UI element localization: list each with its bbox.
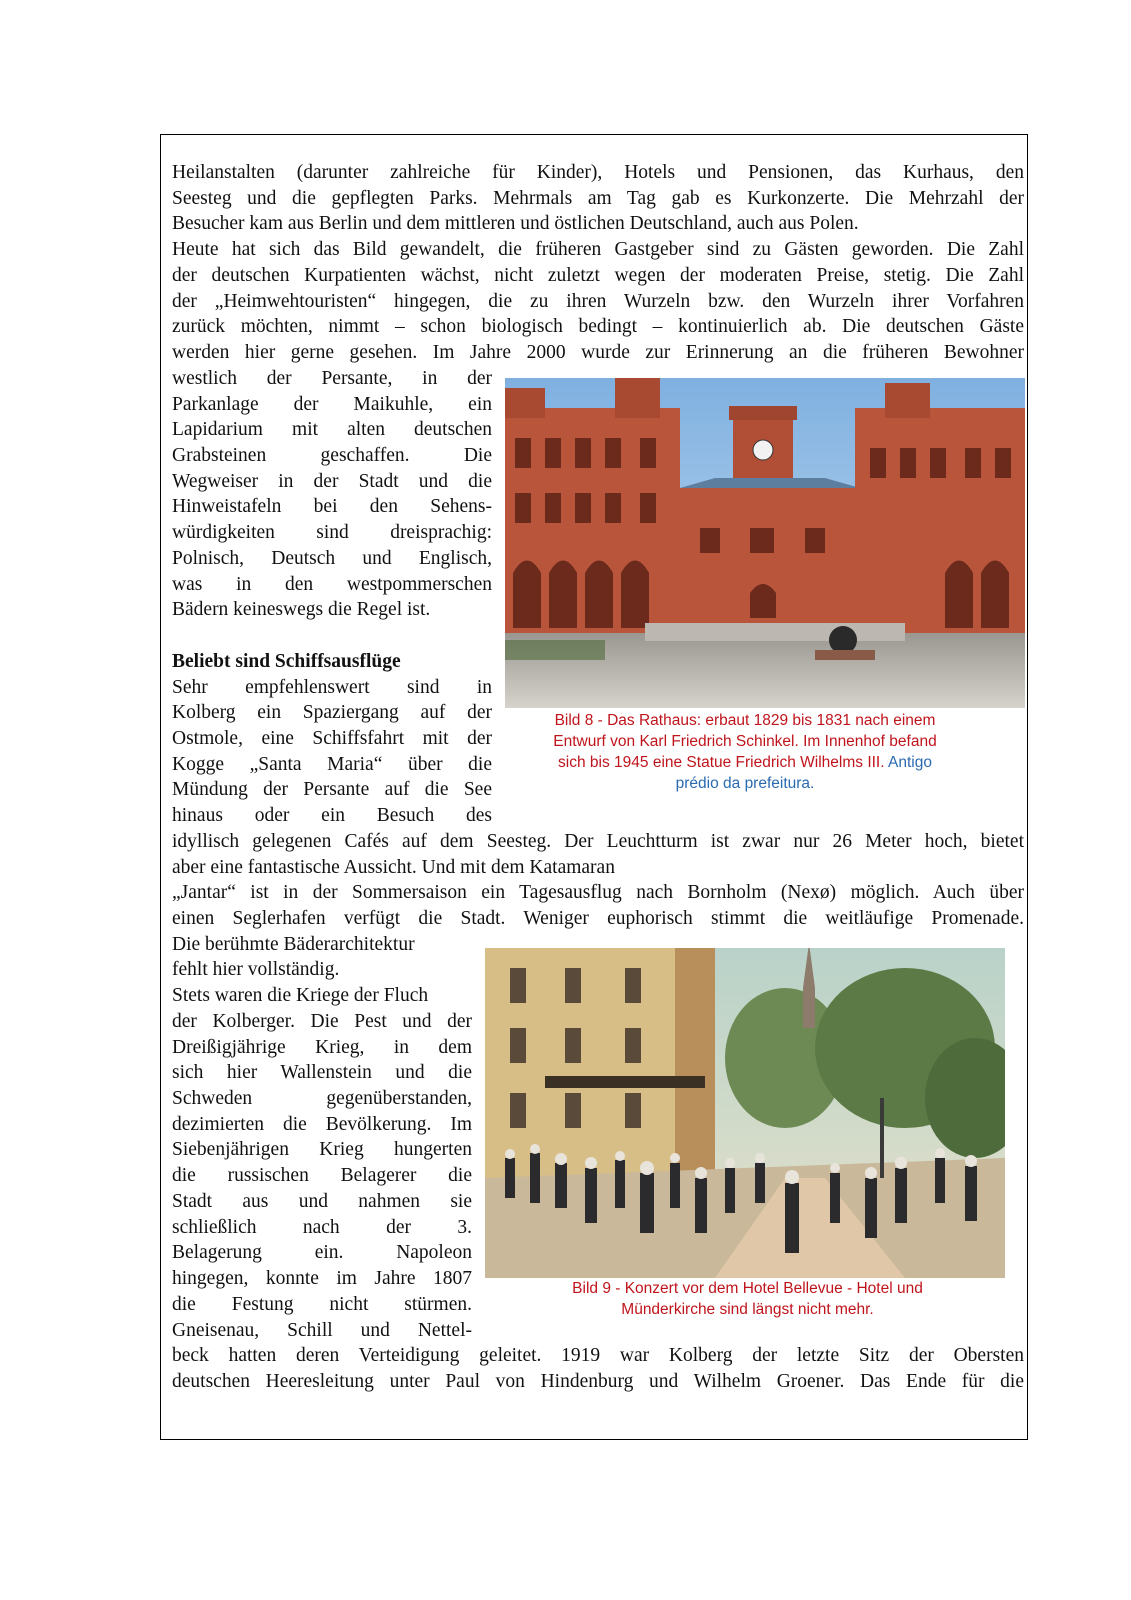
- text-line: Belagerung ein. Napoleon: [172, 1242, 472, 1263]
- text-line: der „Heimwehtouristen“ hingegen, die zu ihren Wurzeln bzw. den Wurzeln ihrer Vorfahren: [172, 291, 1024, 312]
- text-line: Besucher kam aus Berlin und dem mittleren und östlichen Deutschland, auch aus Polen.: [172, 213, 859, 234]
- text-line: fehlt hier vollständig.: [172, 959, 340, 980]
- text-line: Sehr empfehlenswert sind in: [172, 677, 492, 698]
- caption-line: Entwurf von Karl Friedrich Schinkel. Im Innenhof befand: [553, 733, 937, 750]
- text-line: Bädern keineswegs die Regel ist.: [172, 599, 431, 620]
- text-line: Gneisenau, Schill und Nettel-: [172, 1320, 472, 1341]
- text-line: sich hier Wallenstein und die: [172, 1062, 472, 1083]
- text-line: Die berühmte Bäderarchitektur: [172, 934, 415, 955]
- caption-line: Münderkirche sind längst nicht mehr.: [621, 1301, 874, 1318]
- text-line: Parkanlage der Maikuhle, ein: [172, 394, 492, 415]
- text-line: Kolberg ein Spaziergang auf der: [172, 702, 492, 723]
- text-line: idyllisch gelegenen Cafés auf dem Seesteg. Der Leuchtturm ist zwar nur 26 Meter hoch, bietet: [172, 831, 1024, 852]
- text-line: Stets waren die Kriege der Fluch: [172, 985, 429, 1006]
- text-line: aber eine fantastische Aussicht. Und mit dem Katamaran: [172, 857, 615, 878]
- section-heading: Beliebt sind Schiffsausflüge: [172, 651, 401, 672]
- text-line: schließlich nach der 3.: [172, 1217, 472, 1238]
- text-line: „Jantar“ ist in der Sommersaison ein Tagesausflug nach Bornholm (Nexø) möglich. Auch über: [172, 882, 1024, 903]
- figure-caption-9: [505, 1278, 990, 1320]
- text-line: Grabsteinen geschaffen. Die: [172, 445, 492, 466]
- text-line: Siebenjährigen Krieg hungerten: [172, 1139, 472, 1160]
- caption-line: Bild 8 - Das Rathaus: erbaut 1829 bis 1831 nach einem: [554, 712, 936, 729]
- text-line: Dreißigjährige Krieg, in dem: [172, 1037, 472, 1058]
- text-line: deutschen Heeresleitung unter Paul von Hindenburg und Wilhelm Groener. Das Ende für die: [172, 1371, 1024, 1392]
- caption-translation: prédio da prefeitura.: [675, 775, 815, 792]
- text-line: Ostmole, eine Schiffsfahrt mit der: [172, 728, 492, 749]
- text-line: dezimierten die Bevölkerung. Im: [172, 1114, 472, 1135]
- caption-text: sich bis 1945 eine Statue Friedrich Wilhelms III.: [558, 754, 885, 771]
- text-line: Polnisch, Deutsch und Englisch,: [172, 548, 492, 569]
- town-hall-photo: [505, 378, 1025, 708]
- caption-line: [505, 752, 985, 773]
- text-line: Wegweiser in der Stadt und die: [172, 471, 492, 492]
- text-line: einen Seglerhafen verfügt die Stadt. Weniger euphorisch stimmt die weitläufige Promenade.: [172, 908, 1024, 929]
- text-line: der Kolberger. Die Pest und der: [172, 1011, 472, 1032]
- concert-photo: [485, 948, 1005, 1278]
- text-line: die russischen Belagerer die: [172, 1165, 472, 1186]
- caption-line: Bild 9 - Konzert vor dem Hotel Bellevue - Hotel und: [572, 1280, 923, 1297]
- text-line: Heute hat sich das Bild gewandelt, die früheren Gastgeber sind zu Gästen geworden. Die Zahl: [172, 239, 1024, 260]
- text-line: beck hatten deren Verteidigung geleitet. 1919 war Kolberg der letzte Sitz der Obersten: [172, 1345, 1024, 1366]
- text-line: werden hier gerne gesehen. Im Jahre 2000 wurde zur Erinnerung an die früheren Bewohner: [172, 342, 1024, 363]
- text-line: westlich der Persante, in der: [172, 368, 492, 389]
- text-line: hingegen, konnte im Jahre 1807: [172, 1268, 472, 1289]
- text-line: Heilanstalten (darunter zahlreiche für Kinder), Hotels und Pensionen, das Kurhaus, den: [172, 162, 1024, 183]
- text-line: Lapidarium mit alten deutschen: [172, 419, 492, 440]
- text-line: würdigkeiten sind dreisprachig:: [172, 522, 492, 543]
- text-line: Hinweistafeln bei den Sehens-: [172, 496, 492, 517]
- text-line: der deutschen Kurpatienten wächst, nicht zuletzt wegen der moderaten Preise, stetig. Die Zahl: [172, 265, 1024, 286]
- figure-caption-8: [505, 710, 985, 794]
- text-line: Stadt aus und nahmen sie: [172, 1191, 472, 1212]
- text-line: Kogge „Santa Maria“ über die: [172, 754, 492, 775]
- text-line: Schweden gegenüberstanden,: [172, 1088, 472, 1109]
- text-line: was in den westpommerschen: [172, 574, 492, 595]
- text-line: hinaus oder ein Besuch des: [172, 805, 492, 826]
- text-line: Mündung der Persante auf die See: [172, 779, 492, 800]
- caption-translation: Antigo: [888, 754, 932, 771]
- text-line: Seesteg und die gepflegten Parks. Mehrmals am Tag gab es Kurkonzerte. Die Mehrzahl der: [172, 188, 1024, 209]
- text-line: zurück möchten, nimmt – schon biologisch bedingt – kontinuierlich ab. Die deutschen Gäste: [172, 316, 1024, 337]
- text-line: die Festung nicht stürmen.: [172, 1294, 472, 1315]
